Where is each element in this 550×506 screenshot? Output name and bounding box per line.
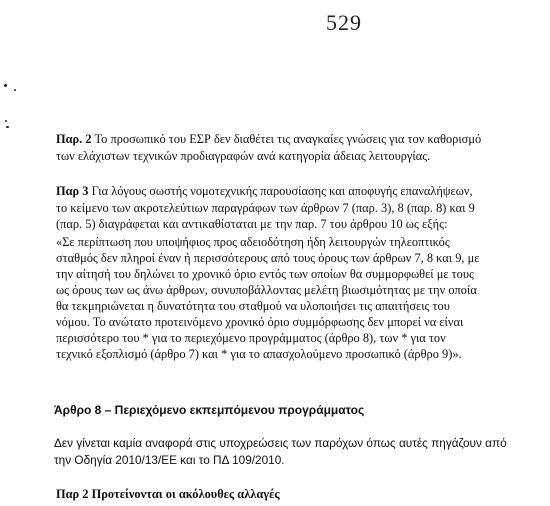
paragraph-2 (56, 131, 540, 164)
scan-speck (14, 89, 16, 91)
article-8-line-1: Δεν γίνεται καμία αναφορά στις υποχρεώσεις των παρόχων όπως αυτές πηγάζουν από (54, 436, 507, 450)
quote-line-4: ως όρους των ως άνω άρθρων, συνυποβάλλοντας μελέτη βιωσιμότητας με την οποία (56, 283, 477, 297)
paragraph-2-line-1 (56, 131, 540, 148)
scan-speck (4, 84, 7, 87)
scan-speck (5, 120, 7, 122)
quote-line-6: νόμου. Το ανώτατο προτεινόμενο χρονικό όριο συμμόρφωσης δεν μπορεί να είναι (56, 315, 464, 329)
article-8-line-2: την Οδηγία 2010/13/ΕΕ και το ΠΔ 109/2010. (54, 452, 285, 467)
paragraph-3-line-2: το κείμενο των ακροτελεύτιων παραγράφων των άρθρων 7 (παρ. 3), 8 (παρ. 8) και 9 (56, 200, 475, 215)
paragraph-3 (56, 183, 540, 233)
quote-line-2: σταθμός δεν πληροί έναν ή περισσότερους από τους όρους των άρθρων 7, 8 και 9, με (56, 251, 480, 265)
quote-line-8: τεχνικό εξοπλισμό (άρθρο 7) και * για το απασχολούμενο προσωπικό (άρθρο 9)». (56, 347, 462, 361)
quote-line-3: την αίτησή του δηλώνει το χρονικό όριο εντός των οποίων θα συμμορφωθεί με τους (56, 267, 474, 281)
paragraph-2-text-1: Το προσωπικό του ΕΣΡ δεν διαθέτει τις αναγκαίες γνώσεις για τον καθορισμό (91, 132, 482, 146)
paragraph-2-lead: Παρ. 2 (56, 132, 92, 146)
paragraph-3-text-1: Για λόγους σωστής νομοτεχνικής παρουσίασης και αποφυγής επαναλήψεων, (88, 184, 473, 198)
paragraph-3-lead: Παρ 3 (56, 184, 89, 198)
paragraph-3-line-3: (παρ. 5) διαγράφεται και αντικαθίσταται με την παρ. 7 του άρθρου 10 ως εξής: (56, 217, 448, 231)
quote-line-1: «Σε περίπτωση που υποψήφιος προς αδειοδότηση ήδη λειτουργών τηλεοπτικός (56, 235, 450, 249)
paragraph-3-line-1 (56, 183, 540, 200)
page-number: 529 (326, 10, 362, 35)
article-8-heading: Άρθρο 8 – Περιεχόμενο εκπεμπόμενου προγράμματος (54, 403, 365, 417)
article-8-body (54, 435, 542, 468)
proposed-changes-heading: Παρ 2 Προτείνονται οι ακόλουθες αλλαγές (56, 487, 280, 501)
quote-line-7: περισσότερο του * για το περιεχόμενο προγράμματος (άρθρο 8), των * για τον (56, 331, 446, 345)
scan-speck (6, 126, 9, 128)
paragraph-2-line-2: των ελάχιστων τεχνικών προδιαγραφών ανά κατηγορία άδειας λειτουργίας. (56, 148, 431, 163)
quote-line-5: θα τεκμηριώνεται η δυνατότητα του σταθμού να υλοποιήσει τις απαιτήσεις του (56, 299, 450, 313)
quoted-amendment (56, 234, 540, 362)
